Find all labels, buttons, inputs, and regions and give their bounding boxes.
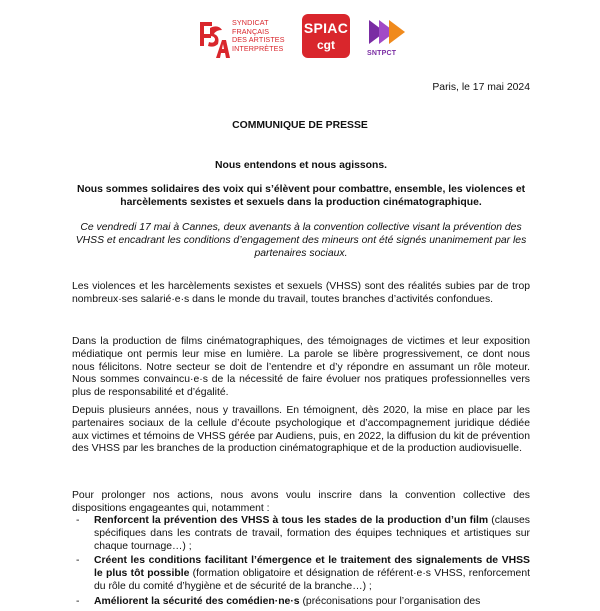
body-paragraph: Les violences et les harcèlements sexistes et sexuels (VHSS) sont des réalités subies par de trop nombreux·ses salarié·e·s dans le monde du travail, toutes branches d’activités confondues. [72,281,530,305]
sfa-text [232,19,285,53]
sfa-line-4: INTERPRÈTES [232,43,284,53]
bullet-dash: - [76,515,80,526]
list-item-text: (formation obligatoire et désignation de référent·e·s VHSS, renforcement du rôle du comité d’hygiène et de sécurité de la branche…) ; [94,568,530,592]
document-title: COMMUNIQUE DE PRESSE [232,120,368,131]
list-item-text: (clauses spécifiques dans les contrats de travail, formation des équipes techniques et artistiques sur chaque tournage…) ; [94,515,530,552]
list-item [72,596,530,609]
sfa-mark-icon [196,16,230,60]
spiac-cgt-logo [302,14,350,58]
list-item-heading: Renforcent la prévention des VHSS à tous les stades de la production d’un film [94,515,489,526]
sfa-line-2: FRANÇAIS [232,26,270,36]
list-item-heading: Créent les conditions facilitant l’émergence et le traitement des signalements de VHSS le plus tôt possible [94,555,530,580]
sfa-line-3: DES ARTISTES [232,35,285,45]
sntpct-logo [364,16,410,60]
sntpct-arrows-icon [367,16,407,48]
body-paragraph: Dans la production de films cinématographiques, des témoignages de victimes et leur exposition médiatique ont permis leur mise en lumière. La parole se libère progressivement, ce dont nous nous félicitons. Notre secteur se doit de l’entendre et d’y répondre en assumant un rôle moteur. Nous sommes convaincu·e·s de la nécessité de faire évoluer nos pratiques professionnelles vers plus de responsabilité et d’égalité. [72,336,530,399]
cgt-label: cgt [317,38,335,52]
list-item-heading: Améliorent la sécurité des comédien·ne·s [94,595,300,607]
intro-paragraph: Ce vendredi 17 mai à Cannes, deux avenants à la convention collective visant la prévention des VHSS et encadrant les conditions d’engagement des mineurs ont été signés unanimement par les partenaires sociaux. [75,222,527,259]
sfa-line-1: SYNDICAT [232,18,269,27]
spiac-label: SPIAC [303,20,349,36]
solidarity-statement: Nous sommes solidaires des voix qui s’élèvent pour combattre, ensemble, les violences et harcèlements sexistes et sexuels dans la production cinématographique. [76,184,526,208]
body-paragraph: Pour prolonger nos actions, nous avons voulu inscrire dans la convention collective des dispositions engageantes qui, notamment : [72,490,530,514]
logo-bar [0,14,600,60]
list-item [72,515,530,553]
body-paragraph: Depuis plusieurs années, nous y travaillons. En témoignent, dès 2020, la mise en place par les partenaires sociaux de la cellule d’écoute psychologique et d’accompagnement juridique dédiée aux victimes et témoins de VHSS gérée par Audiens, puis, en 2022, la diffusion du kit de prévention des VHSS par les branches de la production cinématographique et de la production audiovisuelle. [72,405,530,455]
list-item-text: (préconisations pour l’organisation des [299,595,481,607]
list-item [72,555,530,593]
commitments-list [72,515,530,611]
date-line: Paris, le 17 mai 2024 [432,82,530,93]
bullet-dash: - [76,595,80,607]
subtitle: Nous entendons et nous agissons. [214,160,388,171]
sntpct-label: SNTPCT [367,50,397,57]
bullet-dash: - [76,555,80,567]
sfa-logo [196,16,306,60]
